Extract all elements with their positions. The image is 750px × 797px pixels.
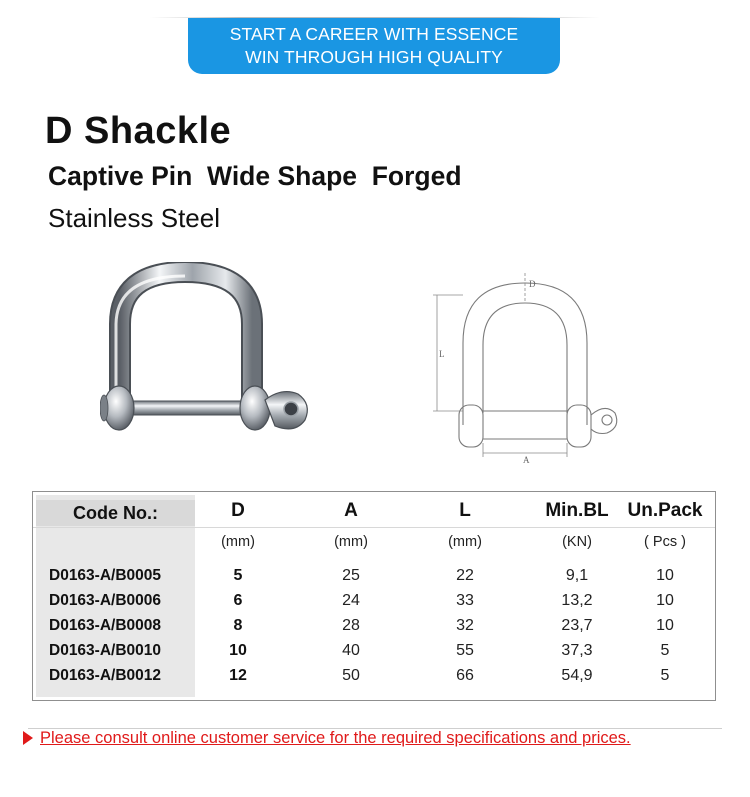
dim-label-a: A [523, 455, 530, 465]
row-minbl: 13,2 [561, 592, 593, 609]
row-d: 8 [233, 617, 243, 634]
slogan-banner [188, 18, 560, 74]
consult-notice-text: Please consult online customer service for the required specifications and prices. [40, 729, 631, 747]
unit-d: (mm) [221, 534, 255, 550]
row-d: 12 [229, 667, 247, 684]
product-material: Stainless Steel [48, 203, 220, 233]
row-d: 10 [229, 642, 247, 659]
shackle-photo [100, 262, 320, 452]
unit-a: (mm) [334, 534, 368, 550]
row-d: 6 [233, 592, 243, 609]
row-pack: 10 [656, 567, 674, 584]
header-l: L [459, 500, 471, 521]
row-pack: 5 [660, 667, 670, 684]
row-l: 55 [456, 642, 474, 659]
dim-label-d: D [529, 279, 536, 289]
unit-pack: ( Pcs ) [644, 534, 686, 550]
header-d: D [231, 500, 245, 521]
row-pack: 10 [656, 592, 674, 609]
row-a: 24 [342, 592, 360, 609]
header-a: A [344, 500, 358, 521]
row-l: 33 [456, 592, 474, 609]
row-pack: 5 [660, 642, 670, 659]
row-d: 5 [233, 567, 243, 584]
consult-notice[interactable] [23, 729, 631, 748]
row-l: 66 [456, 667, 474, 684]
slogan-line-2: WIN THROUGH HIGH QUALITY [245, 47, 503, 67]
header-code: Code No.: [36, 500, 195, 526]
row-minbl: 54,9 [561, 667, 593, 684]
header-divider [33, 527, 715, 528]
product-subtitle: Captive Pin Wide Shape Forged [48, 161, 462, 191]
row-l: 32 [456, 617, 474, 634]
product-title: D Shackle [45, 110, 232, 152]
technical-drawing [425, 265, 645, 465]
row-code: D0163-A/B0006 [49, 592, 162, 609]
row-code: D0163-A/B0010 [49, 642, 162, 659]
spec-table [32, 491, 716, 701]
slogan-line-1: START A CAREER WITH ESSENCE [229, 24, 519, 44]
unit-minbl: (KN) [562, 534, 592, 550]
unit-l: (mm) [448, 534, 482, 550]
header-minbl: Min.BL [545, 500, 609, 521]
row-code: D0163-A/B0008 [49, 617, 162, 634]
row-minbl: 37,3 [561, 642, 593, 659]
row-a: 25 [342, 567, 360, 584]
triangle-arrow-icon [23, 731, 33, 745]
row-minbl: 23,7 [561, 617, 593, 634]
row-pack: 10 [656, 617, 674, 634]
row-a: 40 [342, 642, 360, 659]
row-code: D0163-A/B0005 [49, 567, 162, 584]
row-a: 28 [342, 617, 360, 634]
row-code: D0163-A/B0012 [49, 667, 162, 684]
header-unpack: Un.Pack [627, 500, 703, 521]
row-a: 50 [342, 667, 360, 684]
row-minbl: 9,1 [565, 567, 589, 584]
dim-label-l: L [439, 349, 445, 359]
row-l: 22 [456, 567, 474, 584]
